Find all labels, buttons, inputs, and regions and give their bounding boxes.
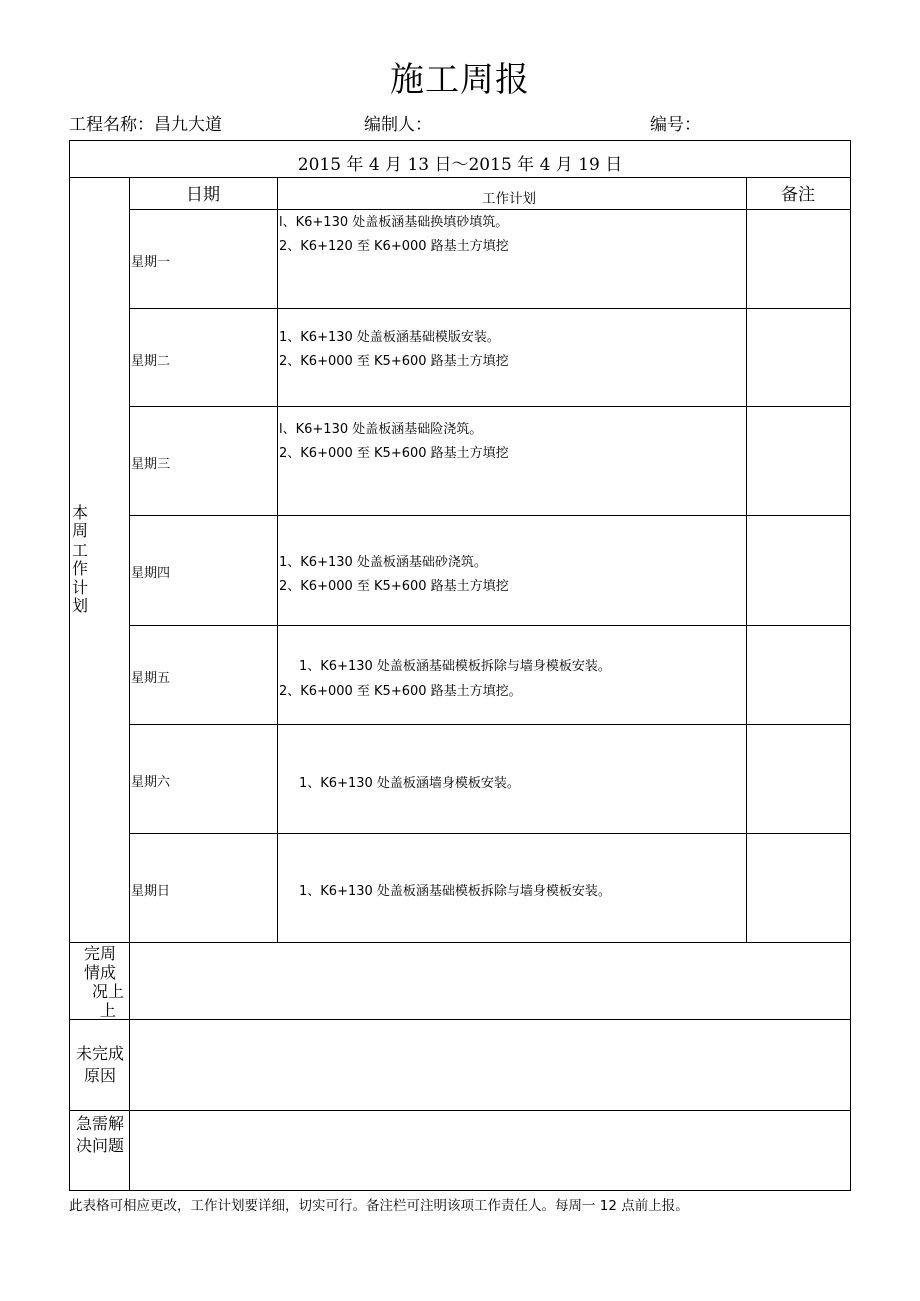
section-char: 周 [71, 521, 88, 540]
plan-item: 2、K6+000 至 K5+600 路基土方填挖 [279, 354, 509, 369]
column-divider [277, 177, 278, 942]
day-label-monday: 星期一 [131, 255, 171, 270]
plan-item: 1、K6+130 处盖板涵基础砂浇筑。 [279, 555, 487, 570]
plan-item: 2、K6+000 至 K5+600 路基土方填挖 [279, 446, 509, 461]
row-divider [69, 942, 851, 943]
section-char: 作 [71, 559, 88, 578]
label-line: 急需解 [75, 1114, 124, 1133]
project-label: 工程名称： [69, 115, 154, 135]
plan-item: 1、K6+130 处盖板涵基础模版安装。 [279, 330, 500, 345]
project-name: 昌九大道 [154, 115, 222, 135]
label-line: 未完成 [75, 1044, 124, 1063]
label-line: 原因 [83, 1066, 116, 1085]
plan-item: 1、K6+130 处盖板涵墙身模板安装。 [299, 776, 520, 791]
label-urgent-issues [70, 1113, 130, 1157]
section-char: 工 [71, 541, 88, 560]
row-divider [130, 833, 851, 834]
plan-item: l、K6+130 处盖板涵基础险浇筑。 [279, 422, 483, 437]
plan-item: 1、K6+130 处盖板涵基础模板拆除与墙身模板安装。 [299, 884, 611, 899]
plan-item: 1、K6+130 处盖板涵基础模板拆除与墙身模板安装。 [299, 659, 611, 674]
label-line: 情成 [83, 963, 116, 982]
day-label-friday: 星期五 [131, 671, 171, 686]
day-label-wednesday: 星期三 [131, 457, 171, 472]
day-label-sunday: 星期日 [131, 884, 171, 899]
row-divider [130, 308, 851, 309]
editor-label: 编制人： [364, 115, 432, 135]
label-line: 完周 [83, 944, 116, 963]
plan-item: 2、K6+120 至 K6+000 路基土方填挖 [279, 239, 509, 254]
label-line: 况上 [91, 982, 124, 1001]
row-divider [130, 406, 851, 407]
section-char: 计 [71, 578, 88, 597]
label-line: 决问题 [75, 1136, 124, 1155]
row-divider [130, 515, 851, 516]
row-divider [69, 1110, 851, 1111]
row-divider [130, 724, 851, 725]
day-label-saturday: 星期六 [131, 775, 171, 790]
page-title: 施工周报 [390, 60, 530, 100]
column-divider [746, 177, 747, 942]
label-unfinished-reason [70, 1043, 130, 1087]
section-char: 本 [71, 503, 88, 522]
footer-note: 此表格可相应更改，工作计划要详细，切实可行。备注栏可注明该项工作责任人。每周一 12 点前上报。 [69, 1198, 689, 1214]
week-range: 2015 年 4 月 13 日～2015 年 4 月 19 日 [297, 155, 623, 175]
plan-item: l、K6+130 处盖板涵基础换填砂填筑。 [279, 215, 509, 230]
row-divider [69, 177, 851, 178]
date-column-header: 日期 [186, 185, 220, 205]
column-divider [129, 177, 130, 1191]
day-label-tuesday: 星期二 [131, 354, 171, 369]
row-divider [130, 625, 851, 626]
day-label-thursday: 星期四 [131, 566, 171, 581]
number-label: 编号： [650, 115, 701, 135]
label-last-week-completion [72, 944, 128, 1020]
label-line: 上 [99, 1001, 116, 1020]
project-name-field [69, 110, 222, 135]
plan-column-header: 工作计划 [482, 191, 536, 207]
plan-item: 2、K6+000 至 K5+600 路基土方填挖。 [279, 684, 522, 699]
row-divider [69, 1019, 851, 1020]
row-divider [130, 209, 851, 210]
section-char: 划 [71, 596, 88, 615]
plan-item: 2、K6+000 至 K5+600 路基土方填挖 [279, 579, 509, 594]
remark-column-header: 备注 [781, 185, 815, 205]
